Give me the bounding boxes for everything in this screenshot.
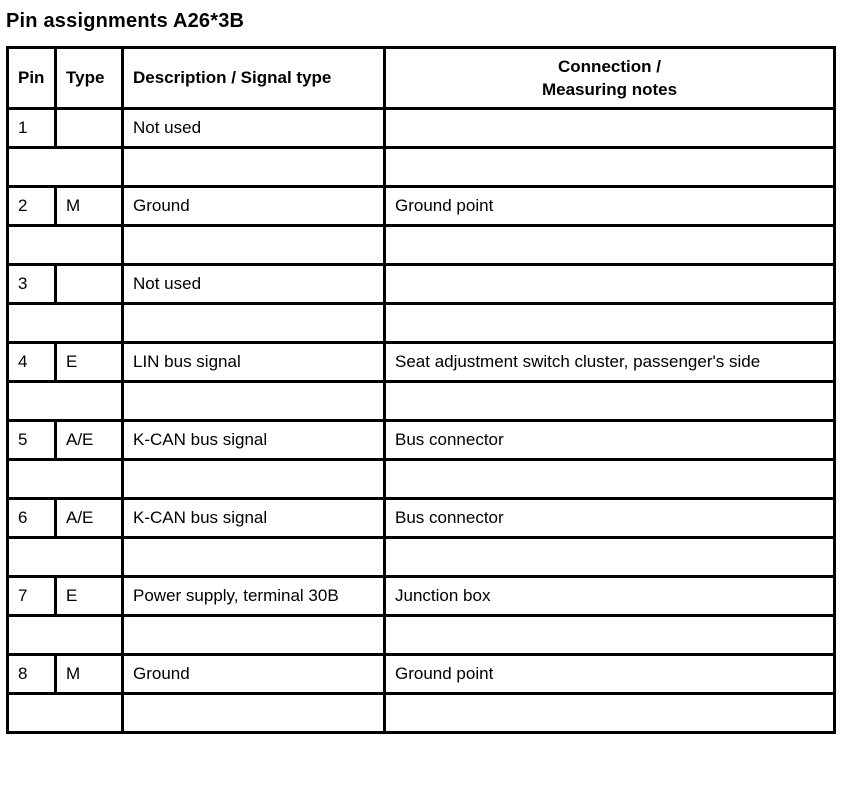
pin-cell: 4 [8,343,56,382]
table-spacer-row [8,304,835,343]
empty-cell [8,382,123,421]
description-cell: Not used [123,265,385,304]
description-cell: Power supply, terminal 30B [123,577,385,616]
type-cell: M [56,187,123,226]
empty-cell [385,460,835,499]
empty-cell [123,538,385,577]
pin-cell: 2 [8,187,56,226]
connection-cell: Ground point [385,655,835,694]
type-cell: M [56,655,123,694]
empty-cell [385,148,835,187]
empty-cell [385,616,835,655]
table-spacer-row [8,460,835,499]
pin-cell: 5 [8,421,56,460]
table-row [8,265,835,304]
pin-cell: 3 [8,265,56,304]
connection-cell: Seat adjustment switch cluster, passenger's side [385,343,835,382]
description-cell: Ground [123,187,385,226]
empty-cell [8,304,123,343]
table-row [8,343,835,382]
empty-cell [123,148,385,187]
type-cell: A/E [56,499,123,538]
page-title: Pin assignments A26*3B [6,10,245,32]
pin-cell: 7 [8,577,56,616]
type-cell: E [56,343,123,382]
table-spacer-row [8,382,835,421]
table-header-row [8,48,835,109]
empty-cell [385,694,835,733]
table-spacer-row [8,538,835,577]
empty-cell [123,382,385,421]
empty-cell [385,538,835,577]
header-description: Description / Signal type [123,48,385,109]
header-pin: Pin [8,48,56,109]
empty-cell [123,460,385,499]
empty-cell [123,226,385,265]
table-spacer-row [8,226,835,265]
table-row [8,577,835,616]
connection-cell: Ground point [385,187,835,226]
table-row [8,187,835,226]
header-connection-line2: Measuring notes [541,80,678,99]
table-spacer-row [8,148,835,187]
empty-cell [8,148,123,187]
empty-cell [8,616,123,655]
connection-cell [385,265,835,304]
connection-cell: Junction box [385,577,835,616]
table-row [8,499,835,538]
type-cell: E [56,577,123,616]
empty-cell [385,304,835,343]
type-cell [56,265,123,304]
empty-cell [123,304,385,343]
table-row [8,421,835,460]
header-type: Type [56,48,123,109]
description-cell: Ground [123,655,385,694]
description-cell: K-CAN bus signal [123,421,385,460]
connection-cell: Bus connector [385,499,835,538]
table-row [8,109,835,148]
table-spacer-row [8,694,835,733]
table-row [8,655,835,694]
table-body [8,109,835,733]
header-connection-line1: Connection / [558,57,661,76]
empty-cell [123,616,385,655]
pin-assignment-table [6,46,836,734]
header-connection [385,48,835,109]
empty-cell [123,694,385,733]
description-cell: Not used [123,109,385,148]
empty-cell [385,226,835,265]
pin-cell: 1 [8,109,56,148]
connection-cell: Bus connector [385,421,835,460]
pin-cell: 8 [8,655,56,694]
description-cell: LIN bus signal [123,343,385,382]
type-cell: A/E [56,421,123,460]
type-cell [56,109,123,148]
pin-cell: 6 [8,499,56,538]
empty-cell [8,694,123,733]
table-spacer-row [8,616,835,655]
description-cell: K-CAN bus signal [123,499,385,538]
empty-cell [8,460,123,499]
empty-cell [8,226,123,265]
empty-cell [385,382,835,421]
connection-cell [385,109,835,148]
empty-cell [8,538,123,577]
